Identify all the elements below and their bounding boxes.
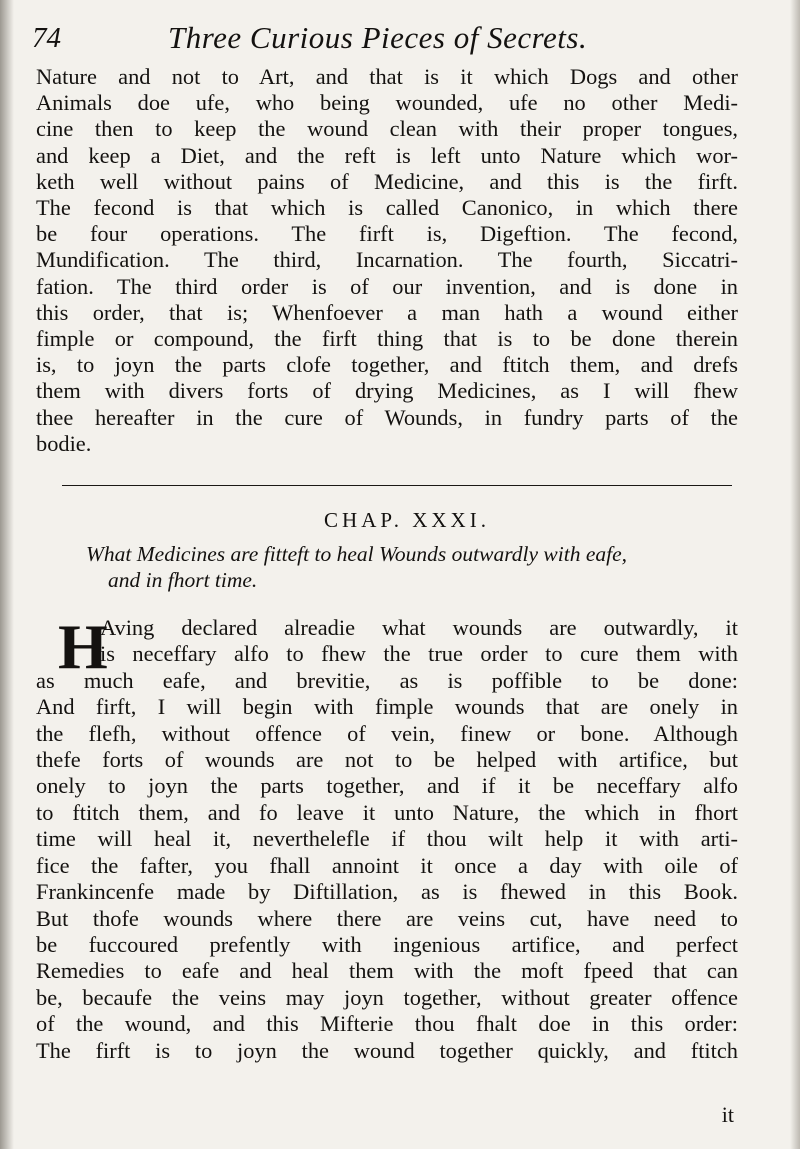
- text-line: And firft, I will begin with fimple wounds that are onely in: [36, 694, 738, 720]
- text-line: The fecond is that which is called Canonico, in which there: [36, 195, 738, 221]
- catchword: it: [721, 1102, 734, 1127]
- text-line: them with divers forts of drying Medicines, as I will fhew: [36, 378, 738, 404]
- text-line: Frankincenfe made by Diftillation, as is fhewed in this Book.: [36, 879, 738, 905]
- text-line: Aving declared alreadie what wounds are outwardly, it: [100, 615, 738, 641]
- text-line: bodie.: [36, 430, 92, 456]
- running-title: Three Curious Pieces of Secrets.: [168, 20, 588, 55]
- text-line: onely to joyn the parts together, and if it be neceffary alfo: [36, 773, 738, 799]
- drop-cap: H: [58, 611, 108, 683]
- text-line: Nature and not to Art, and that is it which Dogs and other: [36, 64, 738, 89]
- text-line: of the wound, and this Mifterie thou fhalt doe in this order:: [36, 1011, 738, 1037]
- text-line: cine then to keep the wound clean with their proper tongues,: [36, 116, 738, 142]
- chapter-body: [36, 611, 738, 1064]
- chapter-heading: CHAP. XXXI.: [324, 508, 490, 533]
- text-line: Animals doe ufe, who being wounded, ufe no other Medi-: [36, 90, 738, 116]
- text-line: The firft is to joyn the wound together quickly, and ftitch: [36, 1037, 738, 1063]
- paragraph-continued: [36, 64, 738, 457]
- text-line: the flefh, without offence of vein, finew or bone. Although: [36, 720, 738, 746]
- text-line: this order, that is; Whenfoever a man hath a wound either: [36, 299, 738, 325]
- text-line: and keep a Diet, and the reft is left unto Nature which wor-: [36, 142, 738, 168]
- text-line: be four operations. The firft is, Digeftion. The fecond,: [36, 221, 738, 247]
- text-line: be, becaufe the veins may joyn together, without greater offence: [36, 984, 738, 1010]
- text-line: as much eafe, and brevitie, as is poffible to be done:: [36, 667, 738, 693]
- text-line: be fuccoured prefently with ingenious artifice, and perfect: [36, 931, 738, 957]
- text-line: to ftitch them, and fo leave it unto Nature, the which in fhort: [36, 799, 738, 825]
- text-line: thee hereafter in the cure of Wounds, in fundry parts of the: [36, 404, 738, 430]
- text-line: Remedies to eafe and heal them with the moft fpeed that can: [36, 958, 738, 984]
- text-line: fation. The third order is of our invention, and is done in: [36, 273, 738, 299]
- text-line: Mundification. The third, Incarnation. The fourth, Siccatri-: [36, 247, 738, 273]
- page-number: 74: [32, 22, 61, 54]
- chapter-subtitle: [86, 541, 738, 593]
- section-divider: [62, 485, 732, 486]
- text-line: fimple or compound, the firft thing that is to be done therein: [36, 326, 738, 352]
- text-line: time will heal it, neverthelefle if thou wilt help it with arti-: [36, 826, 738, 852]
- text-line: But thofe wounds where there are veins cut, have need to: [36, 905, 738, 931]
- running-head: [32, 20, 738, 60]
- text-line: is neceffary alfo to fhew the true order to cure them with: [100, 641, 738, 667]
- text-line: thefe forts of wounds are not to be helped with artifice, but: [36, 747, 738, 773]
- text-line: is, to joyn the parts clofe together, and ftitch them, and drefs: [36, 352, 738, 378]
- subtitle-line: and in fhort time.: [108, 568, 258, 593]
- text-line: fice the fafter, you fhall annoint it once a day with oile of: [36, 852, 738, 878]
- subtitle-line: What Medicines are fitteft to heal Wounds outwardly with eafe,: [86, 542, 628, 567]
- text-line: keth well without pains of Medicine, and this is the firft.: [36, 168, 738, 194]
